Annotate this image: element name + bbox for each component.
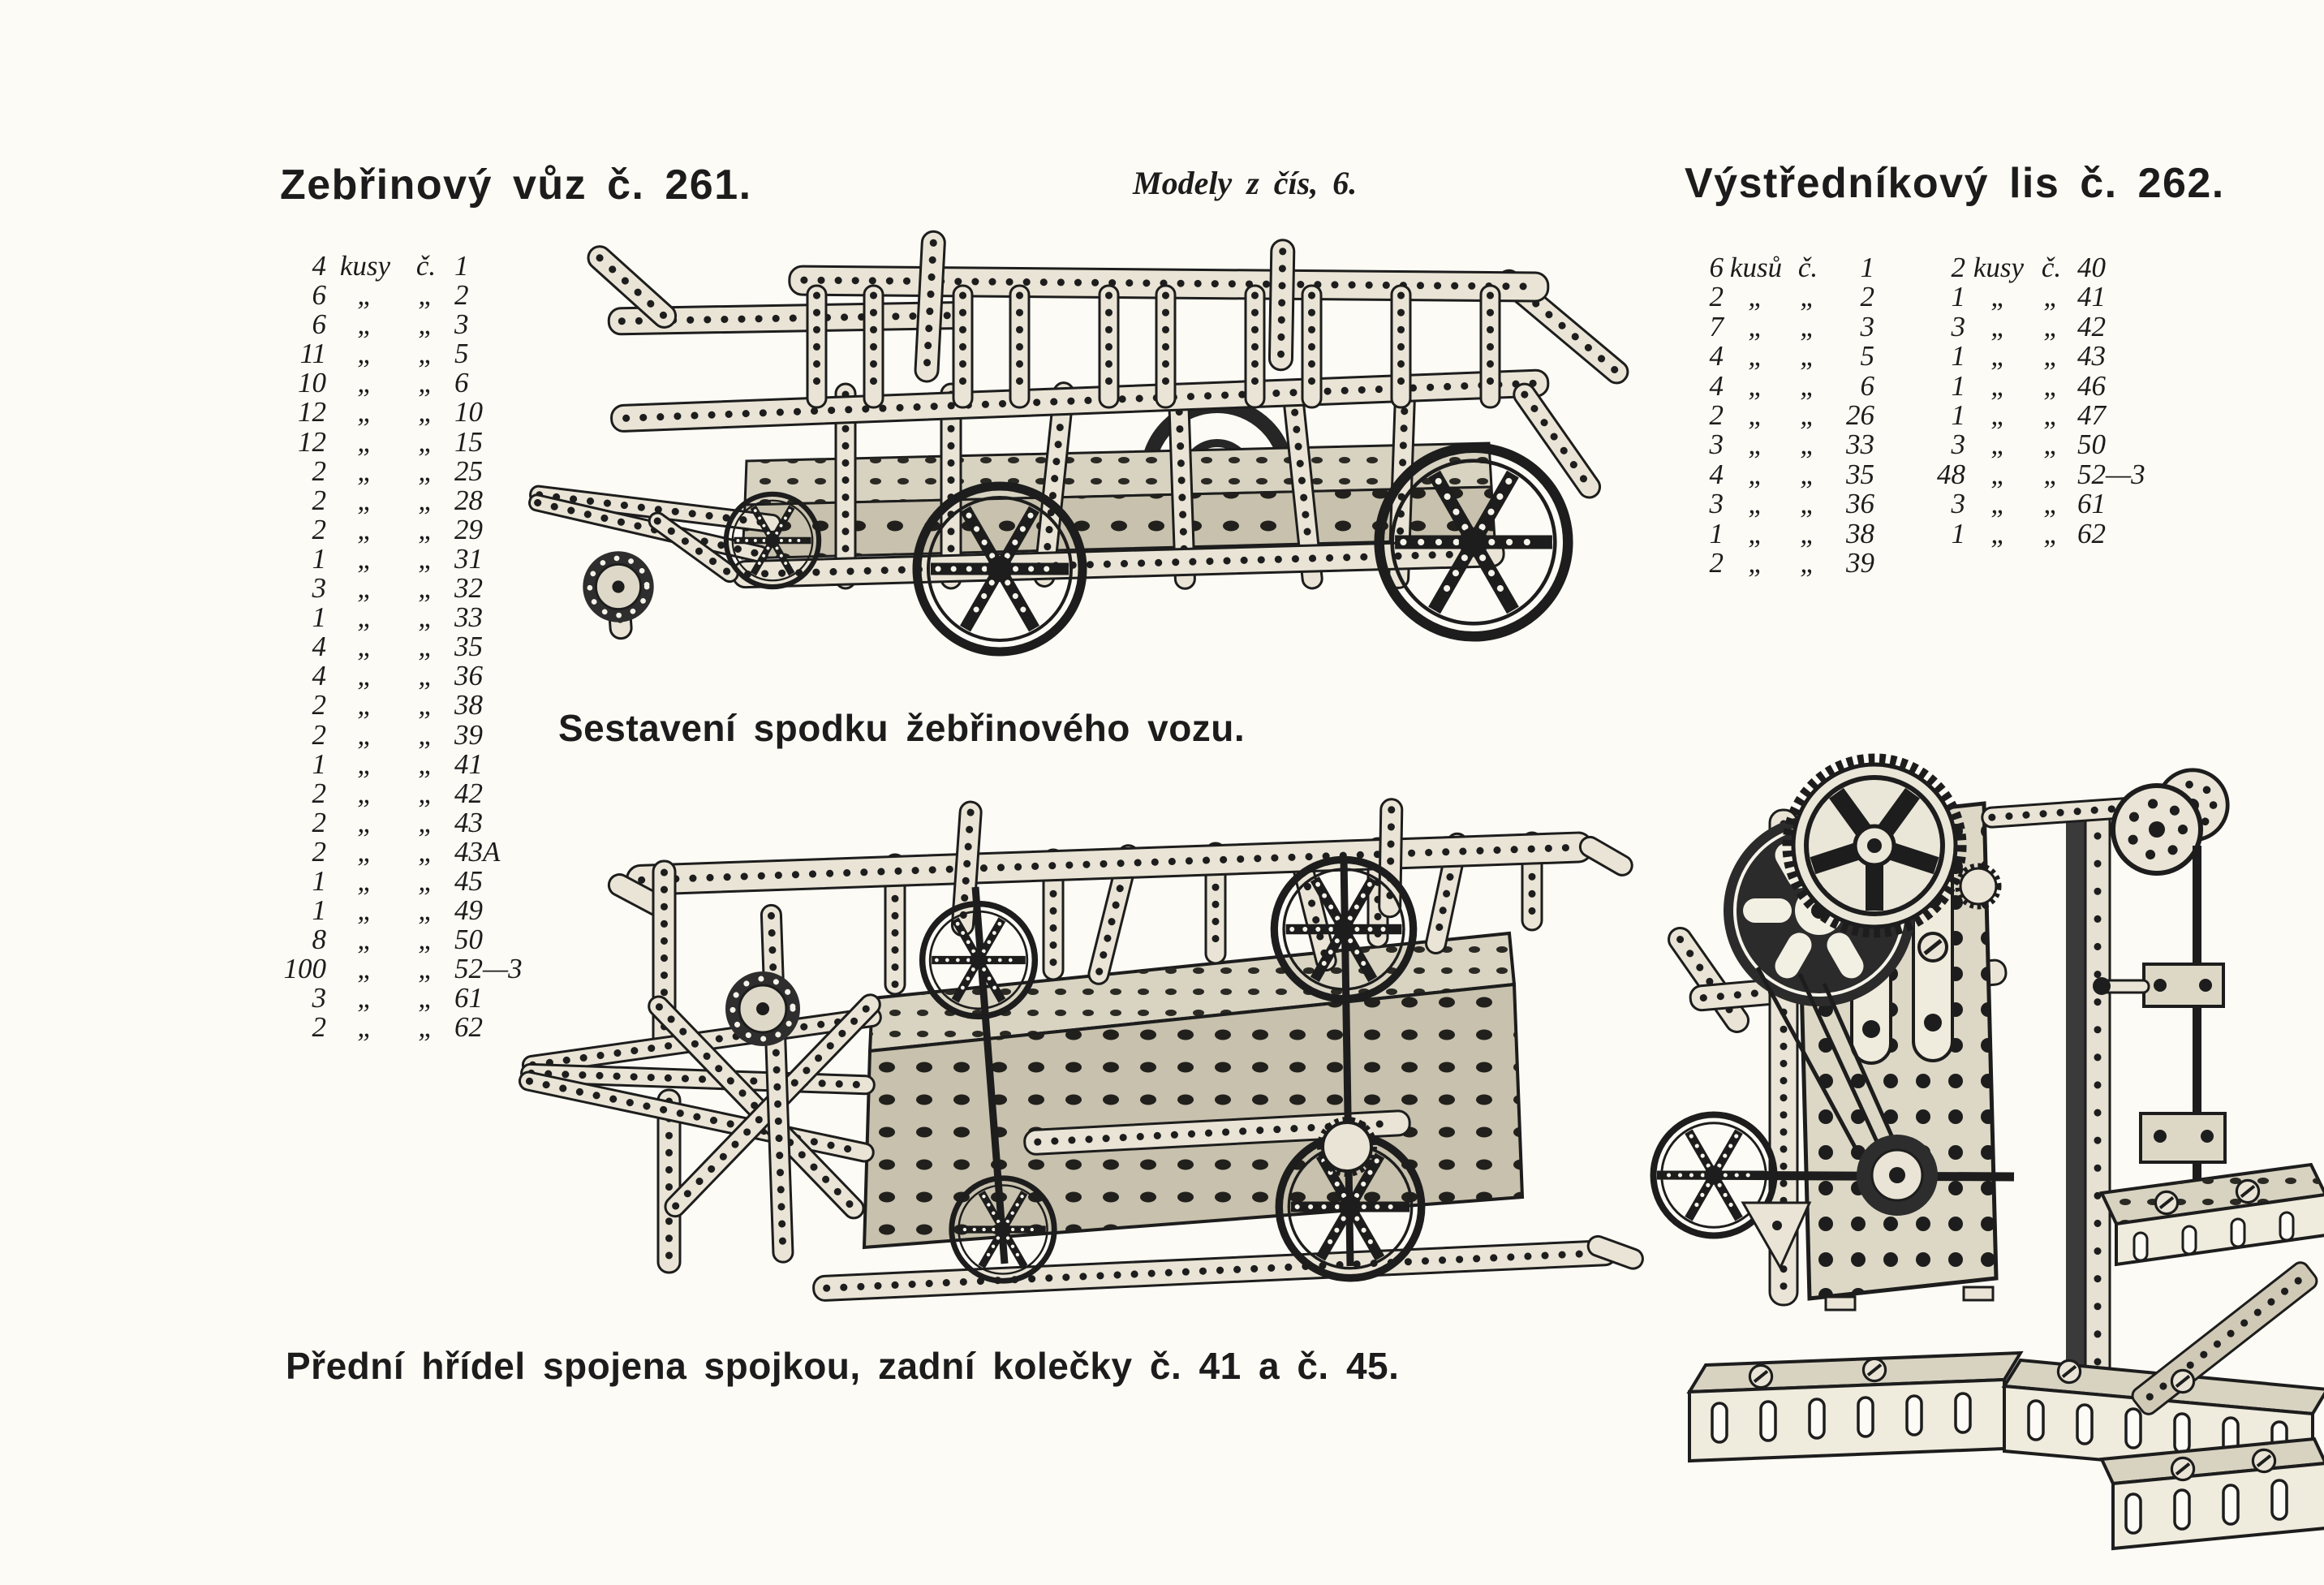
press-illustration — [1654, 760, 2324, 1548]
parts-row — [268, 954, 529, 984]
part-unit: „ — [1748, 517, 1764, 549]
part-number: 2 — [1860, 281, 1874, 313]
part-number: 46 — [2077, 369, 2106, 402]
number-abbr: „ — [418, 338, 434, 370]
parts-row — [1925, 369, 2162, 402]
part-qty: 4 — [1709, 458, 1724, 490]
parts-row — [1694, 460, 1874, 489]
part-qty: 2 — [312, 718, 326, 751]
number-abbr: „ — [1800, 310, 1816, 342]
parts-row — [1694, 489, 1874, 519]
parts-row — [1694, 282, 1874, 312]
parts-row — [268, 542, 529, 575]
part-qty: 1 — [312, 894, 326, 927]
number-abbr: „ — [1800, 399, 1816, 432]
part-qty: 4 — [1709, 340, 1724, 373]
part-number: 6 — [454, 367, 469, 399]
part-qty: 1 — [1709, 517, 1724, 549]
part-number: 43 — [2077, 340, 2106, 373]
number-abbr: „ — [418, 542, 434, 575]
part-number: 35 — [1846, 458, 1874, 490]
parts-row — [268, 310, 529, 339]
parts-row — [268, 984, 529, 1013]
part-qty: 1 — [1951, 399, 1965, 432]
number-abbr: „ — [418, 513, 434, 545]
part-unit: „ — [1748, 399, 1764, 432]
part-qty: 4 — [312, 250, 326, 282]
number-abbr: „ — [418, 572, 434, 605]
number-abbr: „ — [418, 308, 434, 341]
parts-row — [1925, 430, 2162, 459]
undercarriage-illustration — [518, 799, 1645, 1301]
parts-row — [268, 486, 529, 515]
part-qty: 3 — [312, 982, 326, 1014]
number-abbr: „ — [418, 279, 434, 312]
part-number: 39 — [1846, 547, 1874, 579]
part-qty: 1 — [1951, 369, 1965, 402]
part-unit: „ — [357, 689, 373, 721]
part-qty: 1 — [312, 542, 326, 575]
part-number: 36 — [454, 660, 483, 692]
parts-row — [268, 281, 529, 310]
parts-row — [1925, 401, 2162, 430]
wagon-illustration — [528, 231, 1632, 652]
parts-row — [1925, 460, 2162, 489]
number-abbr: „ — [2043, 310, 2059, 342]
part-unit: „ — [357, 835, 373, 868]
parts-row — [1694, 519, 1874, 549]
parts-row — [268, 339, 529, 368]
number-abbr: „ — [2043, 369, 2059, 402]
part-unit: „ — [1990, 340, 2007, 373]
part-unit: „ — [1748, 547, 1764, 579]
part-unit: „ — [357, 924, 373, 956]
part-qty: 12 — [298, 425, 326, 458]
part-unit: „ — [1990, 517, 2007, 549]
part-unit: „ — [357, 747, 373, 780]
part-qty: 2 — [312, 454, 326, 487]
part-qty: 48 — [1937, 458, 1965, 490]
part-qty: 1 — [312, 747, 326, 780]
number-abbr: „ — [418, 894, 434, 927]
number-abbr: „ — [418, 631, 434, 663]
parts-row — [268, 661, 529, 691]
part-qty: 3 — [1709, 488, 1724, 520]
part-number: 29 — [454, 513, 483, 545]
part-qty: 6 — [312, 279, 326, 312]
part-qty: 2 — [1709, 399, 1724, 432]
part-number: 52—3 — [2077, 458, 2145, 490]
part-number: 62 — [2077, 517, 2106, 549]
parts-row — [268, 718, 529, 751]
number-abbr: „ — [1800, 369, 1816, 402]
part-number: 10 — [454, 396, 483, 429]
part-unit: „ — [357, 1011, 373, 1044]
part-unit: kusů — [1729, 252, 1783, 283]
part-unit: „ — [357, 982, 373, 1014]
number-abbr: „ — [418, 806, 434, 838]
models-note: Modely z čís, 6. — [1133, 165, 1358, 201]
number-abbr: „ — [418, 601, 434, 634]
axle-caption: Přední hřídel spojena spojkou, zadní kolečky č. 41 a č. 45. — [286, 1345, 1400, 1387]
part-unit: „ — [1748, 281, 1764, 313]
parts-row — [1694, 253, 1874, 282]
number-abbr: „ — [418, 747, 434, 780]
part-number: 43A — [454, 835, 501, 868]
part-unit: „ — [1990, 369, 2007, 402]
part-unit: „ — [357, 396, 373, 429]
part-qty: 7 — [1709, 310, 1724, 342]
part-qty: 6 — [1709, 252, 1724, 283]
number-abbr: „ — [418, 1011, 434, 1044]
part-qty: 11 — [299, 338, 326, 370]
part-unit: „ — [357, 572, 373, 605]
part-number: 28 — [454, 484, 483, 516]
part-number: 39 — [454, 718, 483, 751]
part-qty: 1 — [1951, 340, 1965, 373]
number-abbr: „ — [2043, 281, 2059, 313]
part-qty: 10 — [298, 367, 326, 399]
part-number: 33 — [454, 601, 483, 634]
part-qty: 2 — [312, 835, 326, 868]
parts-row — [1694, 549, 1874, 578]
part-number: 5 — [454, 338, 469, 370]
part-number: 6 — [1860, 369, 1874, 402]
number-abbr: „ — [2043, 399, 2059, 432]
part-number: 47 — [2077, 399, 2106, 432]
part-unit: „ — [1990, 310, 2007, 342]
part-qty: 4 — [312, 660, 326, 692]
part-unit: „ — [357, 454, 373, 487]
number-abbr: „ — [418, 718, 434, 751]
part-qty: 2 — [312, 1011, 326, 1044]
parts-row — [268, 515, 529, 545]
part-unit: „ — [1748, 458, 1764, 490]
part-number: 42 — [2077, 310, 2106, 342]
part-number: 32 — [454, 572, 483, 605]
part-unit: „ — [1990, 458, 2007, 490]
part-qty: 2 — [312, 806, 326, 838]
number-abbr: „ — [2043, 488, 2059, 520]
part-unit: „ — [1748, 340, 1764, 373]
number-abbr: „ — [2043, 517, 2059, 549]
part-qty: 1 — [1951, 517, 1965, 549]
part-unit: „ — [357, 953, 373, 985]
part-unit: „ — [357, 718, 373, 751]
part-qty: 2 — [1951, 252, 1965, 283]
parts-row — [1925, 312, 2162, 342]
wagon-title: Zebřinový vůz č. 261. — [280, 162, 752, 209]
number-abbr: „ — [418, 777, 434, 809]
number-abbr: „ — [418, 864, 434, 897]
part-qty: 4 — [312, 631, 326, 663]
parts-row — [268, 864, 529, 897]
part-number: 38 — [1846, 517, 1874, 549]
part-qty: 12 — [298, 396, 326, 429]
part-qty: 2 — [312, 777, 326, 809]
part-qty: 3 — [1951, 429, 1965, 461]
part-qty: 1 — [1951, 281, 1965, 313]
part-unit: „ — [357, 806, 373, 838]
part-number: 3 — [1860, 310, 1874, 342]
part-unit: kusy — [339, 250, 391, 282]
parts-row — [1925, 282, 2162, 312]
part-number: 41 — [2077, 281, 2106, 313]
part-unit: „ — [357, 601, 373, 634]
part-number: 43 — [454, 806, 483, 838]
part-number: 42 — [454, 777, 483, 809]
part-unit: „ — [357, 542, 373, 575]
part-qty: 1 — [312, 864, 326, 897]
parts-row — [268, 1013, 529, 1042]
number-abbr: „ — [418, 982, 434, 1014]
part-unit: „ — [1990, 488, 2007, 520]
part-unit: „ — [1990, 429, 2007, 461]
part-unit: „ — [357, 425, 373, 458]
undercarriage-caption: Sestavení spodku žebřinového vozu. — [558, 707, 1246, 749]
part-number: 61 — [454, 982, 483, 1014]
part-qty: 2 — [1709, 281, 1724, 313]
part-number: 36 — [1846, 488, 1874, 520]
parts-row — [268, 691, 529, 720]
part-unit: „ — [1990, 281, 2007, 313]
number-abbr: „ — [1800, 488, 1816, 520]
part-unit: „ — [357, 631, 373, 663]
part-unit: „ — [357, 894, 373, 927]
part-unit: kusy — [1973, 252, 2025, 283]
part-qty: 2 — [312, 484, 326, 516]
part-number: 45 — [454, 864, 483, 897]
number-abbr: „ — [1800, 340, 1816, 373]
part-unit: „ — [357, 777, 373, 809]
parts-row — [268, 425, 529, 458]
part-unit: „ — [1748, 488, 1764, 520]
part-qty: 8 — [312, 924, 326, 956]
part-unit: „ — [357, 367, 373, 399]
parts-row — [268, 603, 529, 632]
part-number: 25 — [454, 454, 483, 487]
number-abbr: „ — [1800, 547, 1816, 579]
number-abbr: „ — [418, 660, 434, 692]
part-number: 1 — [1860, 252, 1874, 283]
part-qty: 1 — [312, 601, 326, 634]
part-qty: 6 — [312, 308, 326, 341]
part-unit: „ — [357, 484, 373, 516]
press-parts-list-right — [1925, 253, 2162, 549]
parts-row — [268, 454, 529, 487]
parts-row — [1694, 430, 1874, 459]
number-abbr: „ — [1800, 458, 1816, 490]
number-abbr: č. — [2041, 252, 2062, 283]
part-unit: „ — [1748, 429, 1764, 461]
part-unit: „ — [1748, 369, 1764, 402]
part-qty: 2 — [312, 689, 326, 721]
part-number: 5 — [1860, 340, 1874, 373]
parts-row — [268, 252, 529, 281]
part-unit: „ — [357, 513, 373, 545]
part-number: 35 — [454, 631, 483, 663]
parts-row — [1925, 489, 2162, 519]
number-abbr: „ — [1800, 517, 1816, 549]
press-parts-list-left — [1694, 253, 1874, 578]
part-qty: 3 — [1709, 429, 1724, 461]
parts-row — [1925, 253, 2162, 282]
part-qty: 3 — [312, 572, 326, 605]
number-abbr: „ — [418, 953, 434, 985]
part-number: 2 — [454, 279, 469, 312]
parts-row — [268, 398, 529, 427]
part-qty: 4 — [1709, 369, 1724, 402]
part-number: 1 — [454, 250, 469, 282]
parts-row — [268, 925, 529, 954]
part-unit: „ — [357, 660, 373, 692]
number-abbr: „ — [2043, 340, 2059, 373]
part-qty: 100 — [283, 953, 326, 985]
part-number: 33 — [1846, 429, 1874, 461]
parts-row — [268, 779, 529, 808]
number-abbr: „ — [418, 425, 434, 458]
parts-row — [1694, 312, 1874, 342]
part-number: 50 — [2077, 429, 2106, 461]
number-abbr: č. — [1797, 252, 1818, 283]
parts-row — [1925, 519, 2162, 549]
part-number: 61 — [2077, 488, 2106, 520]
parts-row — [268, 896, 529, 925]
number-abbr: „ — [1800, 281, 1816, 313]
part-number: 50 — [454, 924, 483, 956]
part-unit: „ — [1990, 399, 2007, 432]
parts-row — [268, 574, 529, 603]
number-abbr: „ — [2043, 458, 2059, 490]
parts-row — [268, 808, 529, 838]
number-abbr: „ — [418, 396, 434, 429]
part-number: 52—3 — [454, 953, 523, 985]
part-qty: 2 — [312, 513, 326, 545]
part-number: 49 — [454, 894, 483, 927]
parts-row — [268, 747, 529, 780]
parts-row — [1694, 342, 1874, 371]
part-qty: 2 — [1709, 547, 1724, 579]
part-number: 31 — [454, 542, 483, 575]
part-number: 3 — [454, 308, 469, 341]
part-unit: „ — [357, 279, 373, 312]
parts-row — [1694, 369, 1874, 402]
parts-row — [1694, 401, 1874, 430]
press-title: Výstředníkový lis č. 262. — [1685, 160, 2225, 207]
part-unit: „ — [357, 864, 373, 897]
part-number: 41 — [454, 747, 483, 780]
number-abbr: „ — [418, 835, 434, 868]
number-abbr: „ — [2043, 429, 2059, 461]
parts-row — [268, 368, 529, 398]
wagon-parts-list — [268, 252, 529, 1043]
number-abbr: „ — [418, 484, 434, 516]
parts-row — [1925, 342, 2162, 371]
part-number: 15 — [454, 425, 483, 458]
number-abbr: č. — [415, 250, 437, 282]
part-number: 38 — [454, 689, 483, 721]
part-qty: 3 — [1951, 488, 1965, 520]
parts-row — [268, 632, 529, 661]
part-number: 26 — [1846, 399, 1874, 432]
number-abbr: „ — [1800, 429, 1816, 461]
part-unit: „ — [357, 308, 373, 341]
number-abbr: „ — [418, 689, 434, 721]
number-abbr: „ — [418, 924, 434, 956]
part-qty: 3 — [1951, 310, 1965, 342]
parts-row — [268, 835, 529, 868]
part-unit: „ — [1748, 310, 1764, 342]
number-abbr: „ — [418, 367, 434, 399]
part-unit: „ — [357, 338, 373, 370]
number-abbr: „ — [418, 454, 434, 487]
part-number: 62 — [454, 1011, 483, 1044]
part-number: 40 — [2077, 252, 2106, 283]
